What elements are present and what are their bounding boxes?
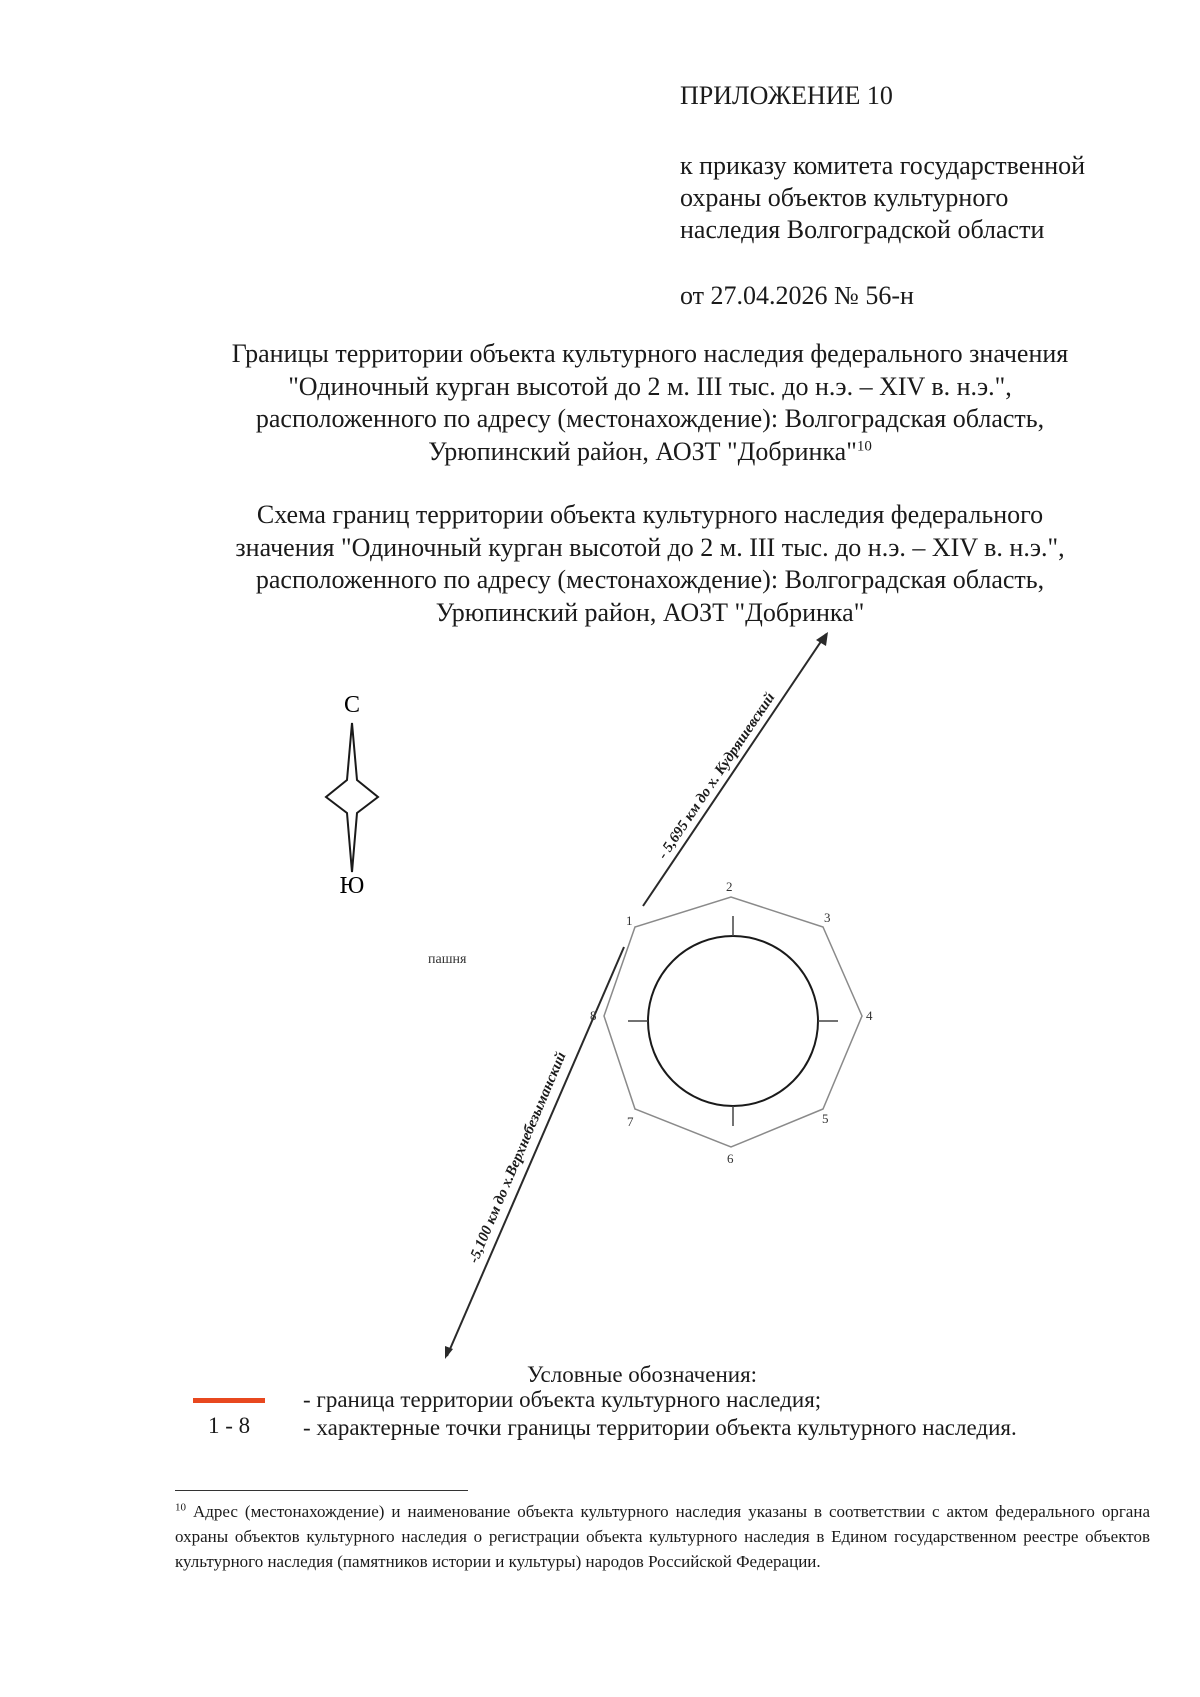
boundaries-title-line: Границы территории объекта культурного наследия федерального значения [231, 339, 1069, 368]
compass-north-label: С [343, 692, 361, 718]
scheme-title-line: расположенного по адресу (местонахождение): Волгоградская область, [255, 565, 1045, 594]
order-date: от 27.04.2026 № 56-н [680, 281, 914, 310]
boundary-point-label: 6 [727, 1151, 734, 1166]
arrow-northeast-icon [816, 632, 828, 646]
road-northeast-line [643, 634, 826, 906]
road-northeast-label: - 5,695 км до х. Кудряшевский [655, 690, 779, 863]
boundary-point-label: 1 [626, 913, 633, 928]
boundaries-title-line: Урюпинский район, АОЗТ "Добринка" [428, 436, 857, 466]
boundary-point-label: 5 [822, 1111, 829, 1126]
footnote-number: 10 [175, 1501, 186, 1514]
footnote [175, 1499, 1150, 1574]
boundary-point-label: 2 [726, 879, 733, 894]
legend-points-label: 1 - 8 [208, 1413, 251, 1438]
road-southwest-line [447, 947, 624, 1356]
road-northeast [643, 632, 828, 906]
scheme-title-line: Схема границ территории объекта культурного наследия федерального [256, 500, 1044, 529]
kurgan-circle [648, 936, 818, 1106]
compass-star-icon [326, 723, 378, 872]
boundary-point-label: 3 [824, 910, 831, 925]
order-reference: к приказу комитета государственной охраны объектов культурного наследия Волгоградской области [680, 151, 1086, 244]
arrow-southwest-icon [445, 1346, 453, 1359]
road-southwest [445, 947, 624, 1359]
boundaries-title-line: расположенного по адресу (местонахождение): Волгоградская область, [255, 404, 1045, 433]
heritage-site-boundary [604, 897, 862, 1147]
legend-title: Условные обозначения: [527, 1362, 758, 1387]
scheme-title-line: Урюпинский район, АОЗТ "Добринка" [435, 597, 865, 627]
legend-boundary-swatch [193, 1398, 265, 1403]
legend-points-description: - характерные точки границы территории объекта культурного наследия. [303, 1415, 1017, 1440]
footnote-divider [175, 1490, 468, 1491]
appendix-heading: ПРИЛОЖЕНИЕ 10 [680, 81, 893, 110]
boundaries-title [150, 338, 1150, 468]
footnote-text: Адрес (местонахождение) и наименование объекта культурного наследия указаны в соответствии с актом федерального органа охраны объектов культурного наследия о регистрации объекта культурного наследия в Едином государственном реестре объектов культурного наследия (памятников истории и культуры) народов Российской Федерации. [175, 1502, 1150, 1571]
footnote-reference: 10 [856, 437, 872, 454]
compass-rose [326, 692, 378, 899]
compass-south-label: Ю [339, 873, 365, 899]
road-southwest-label: -5,100 км до х.Верхнебезыманский [465, 1049, 570, 1266]
boundary-scheme-diagram [0, 597, 1200, 1360]
boundary-point-label: 8 [590, 1008, 597, 1023]
boundaries-title-line: "Одиночный курган высотой до 2 м. III тыс. до н.э. – XIV в. н.э.", [288, 371, 1012, 401]
scheme-title-line: значения "Одиночный курган высотой до 2 м. III тыс. до н.э. – XIV в. н.э.", [235, 532, 1065, 562]
boundary-point-label: 7 [627, 1114, 634, 1129]
boundary-point-label: 4 [866, 1008, 873, 1023]
boundary-point-labels [590, 879, 873, 1166]
field-label: пашня [428, 952, 467, 967]
legend-boundary-description: - граница территории объекта культурного наследия; [303, 1387, 822, 1412]
